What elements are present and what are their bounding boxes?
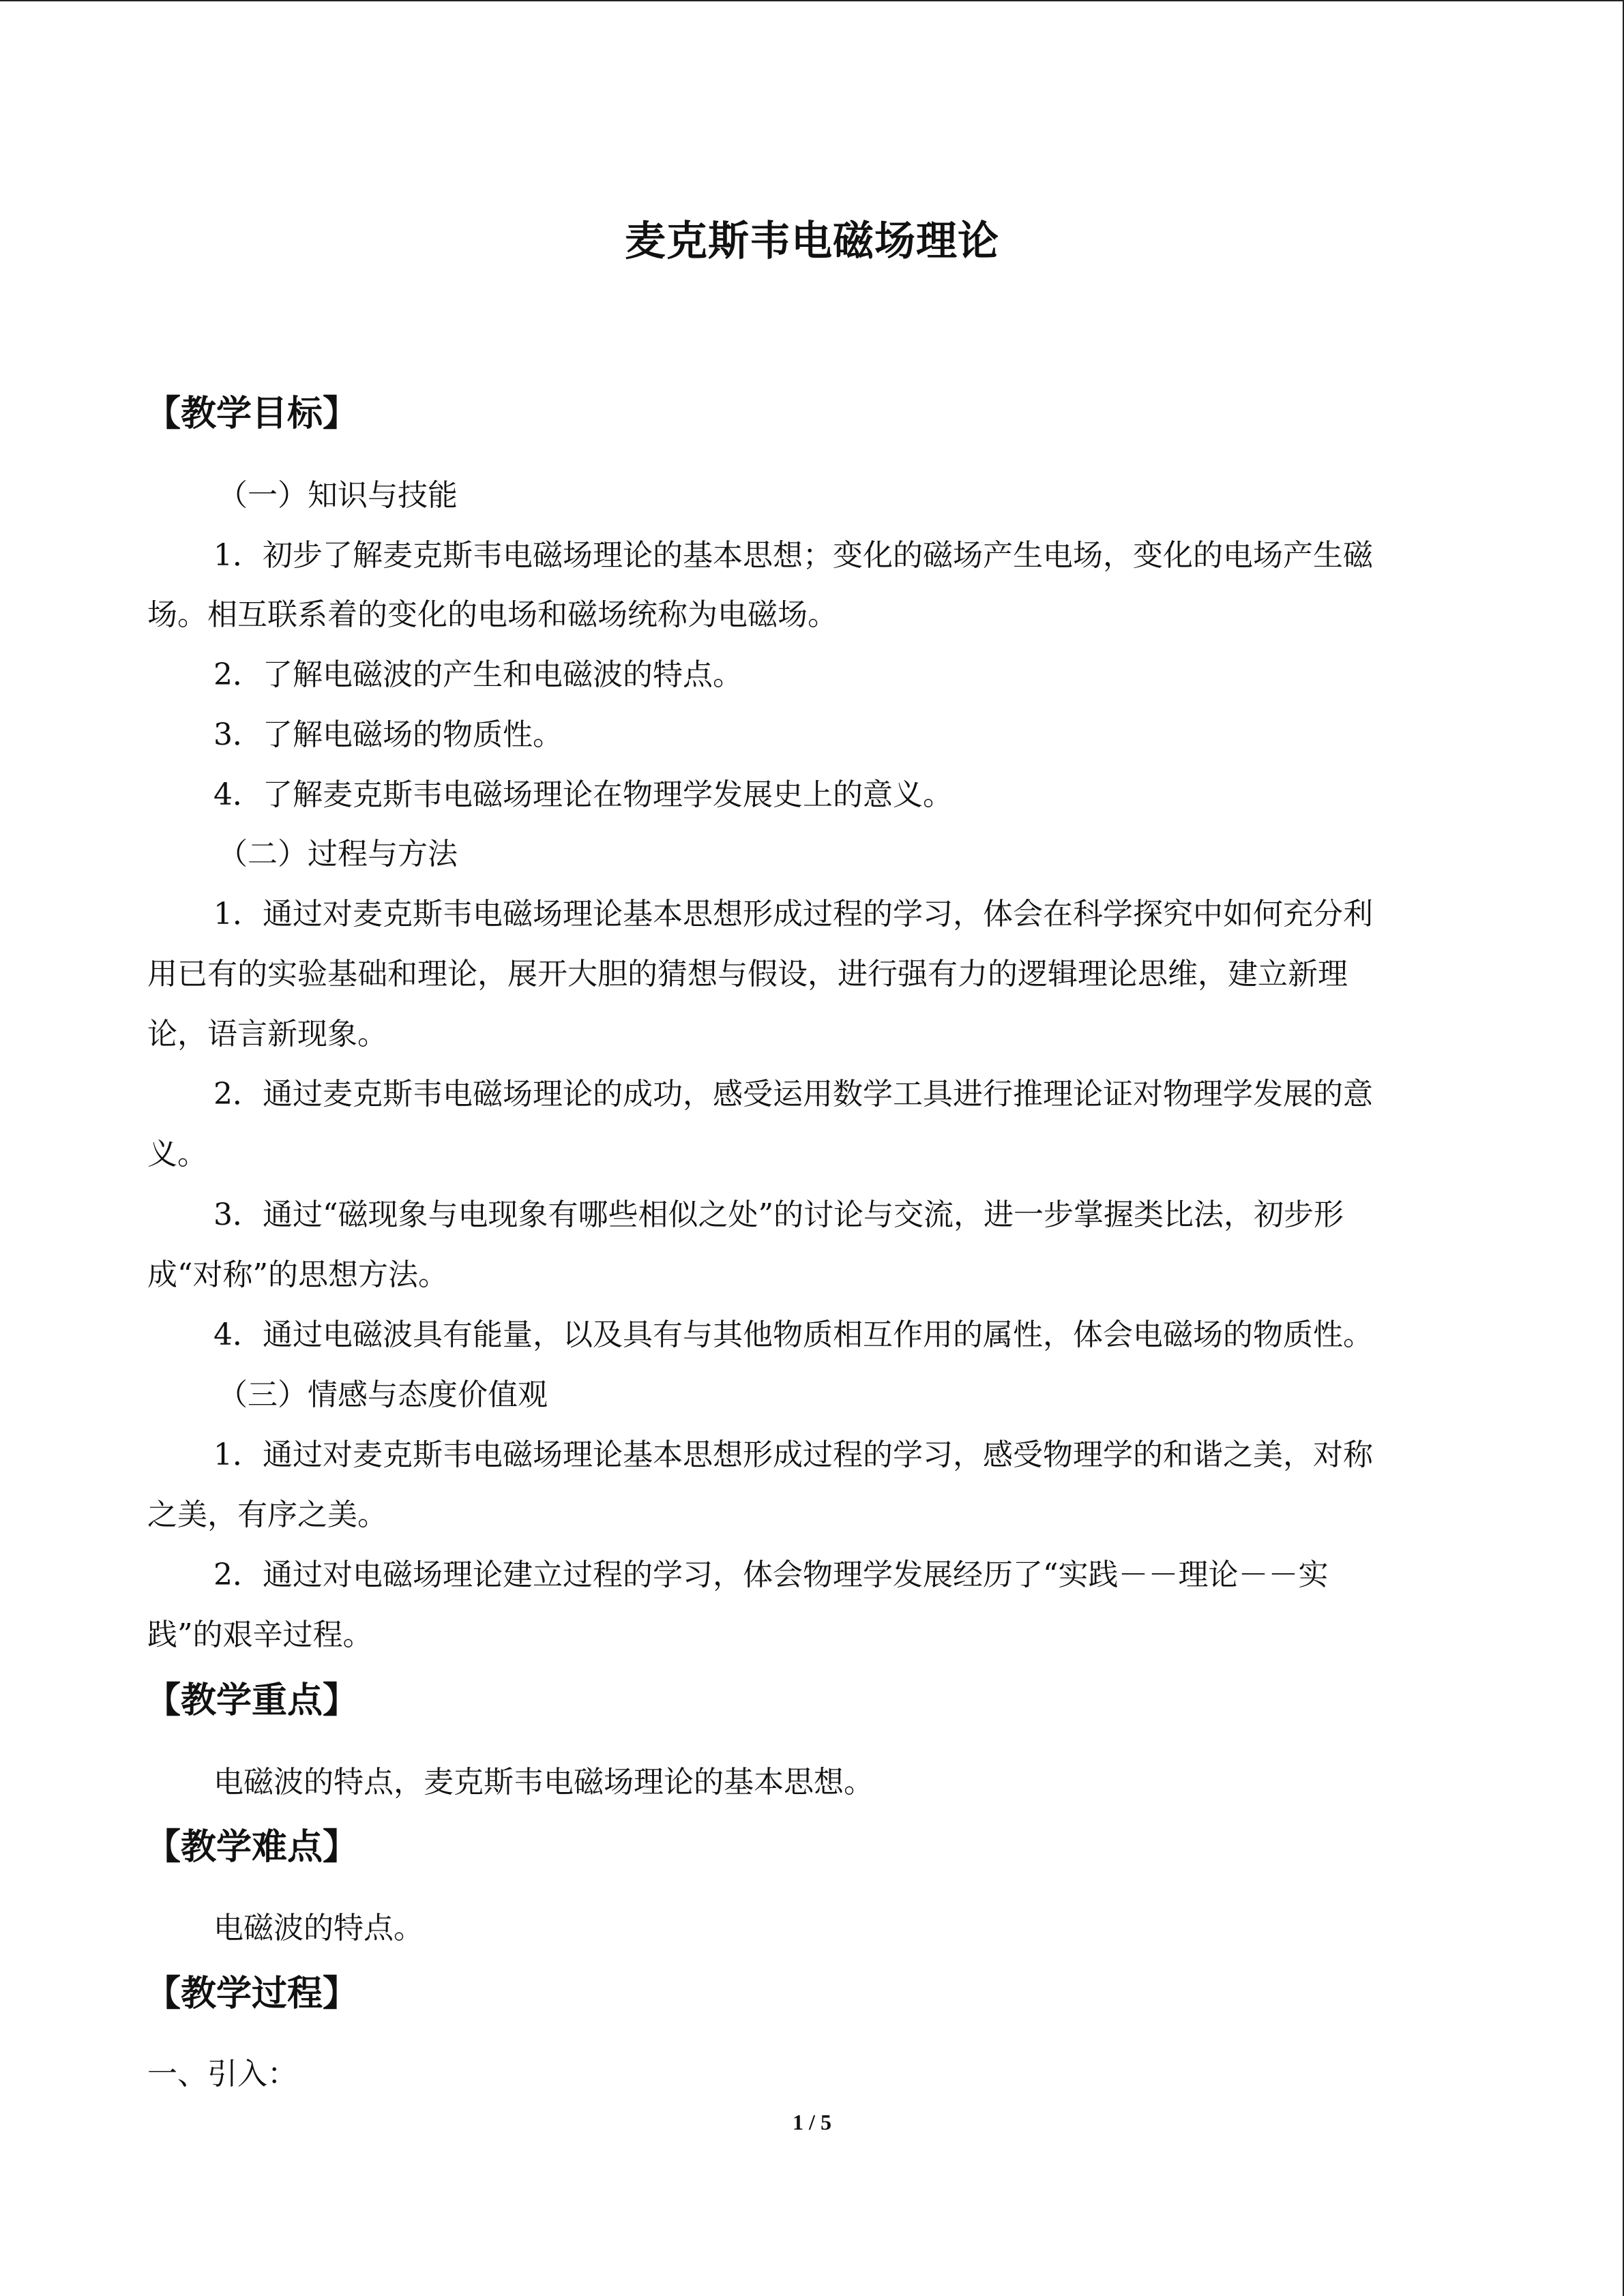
knowledge-item-3: 3．了解电磁场的物质性。 — [213, 717, 563, 752]
process-item-2: 2．通过麦克斯韦电磁场理论的成功，感受运用数学工具进行推理论证对物理学发展的意 — [213, 1077, 1373, 1112]
knowledge-item-1: 1．初步了解麦克斯韦电磁场理论的基本思想；变化的磁场产生电场，变化的电场产生磁 — [213, 538, 1373, 573]
heading-teaching-procedure: 【教学过程】 — [145, 1973, 359, 2014]
page-number: 1 / 5 — [793, 2110, 831, 2134]
subheading-attitude-values: （三）情感与态度价值观 — [218, 1377, 548, 1412]
process-item-3-cont: 成“对称”的思想方法。 — [147, 1257, 448, 1292]
heading-teaching-objectives: 【教学目标】 — [145, 393, 359, 434]
process-item-1-cont2: 论，语言新现象。 — [147, 1017, 387, 1052]
difficulties-text: 电磁波的特点。 — [213, 1911, 424, 1945]
heading-difficulties: 【教学难点】 — [145, 1827, 359, 1868]
process-item-1-cont: 用已有的实验基础和理论，展开大胆的猜想与假设，进行强有力的逻辑理论思维，建立新理 — [147, 957, 1348, 992]
heading-key-points: 【教学重点】 — [145, 1680, 359, 1721]
process-item-2-cont: 义。 — [147, 1137, 207, 1172]
subheading-process-methods: （二）过程与方法 — [218, 837, 458, 871]
key-points-text: 电磁波的特点，麦克斯韦电磁场理论的基本思想。 — [213, 1765, 874, 1800]
document-title: 麦克斯韦电磁场理论 — [625, 218, 999, 265]
attitude-item-1-cont: 之美，有序之美。 — [147, 1497, 387, 1532]
attitude-item-2: 2．通过对电磁场理论建立过程的学习，体会物理学发展经历了“实践－－理论－－实 — [213, 1557, 1329, 1592]
attitude-item-1: 1．通过对麦克斯韦电磁场理论基本思想形成过程的学习，感受物理学的和谐之美，对称 — [213, 1437, 1373, 1472]
knowledge-item-2: 2．了解电磁波的产生和电磁波的特点。 — [213, 657, 743, 692]
process-item-4: 4．通过电磁波具有能量，以及具有与其他物质相互作用的属性，体会电磁场的物质性。 — [213, 1317, 1373, 1352]
process-item-3: 3．通过“磁现象与电现象有哪些相似之处”的讨论与交流，进一步掌握类比法，初步形 — [213, 1197, 1344, 1232]
knowledge-item-1-cont: 场。相互联系着的变化的电场和磁场统称为电磁场。 — [147, 597, 838, 632]
procedure-step-1: 一、引入： — [147, 2057, 297, 2091]
knowledge-item-4: 4．了解麦克斯韦电磁场理论在物理学发展史上的意义。 — [213, 777, 953, 812]
subheading-knowledge-skills: （一）知识与技能 — [218, 478, 458, 513]
process-item-1: 1．通过对麦克斯韦电磁场理论基本思想形成过程的学习，体会在科学探究中如何充分利 — [213, 897, 1373, 931]
attitude-item-2-cont: 践”的艰辛过程。 — [147, 1617, 373, 1652]
